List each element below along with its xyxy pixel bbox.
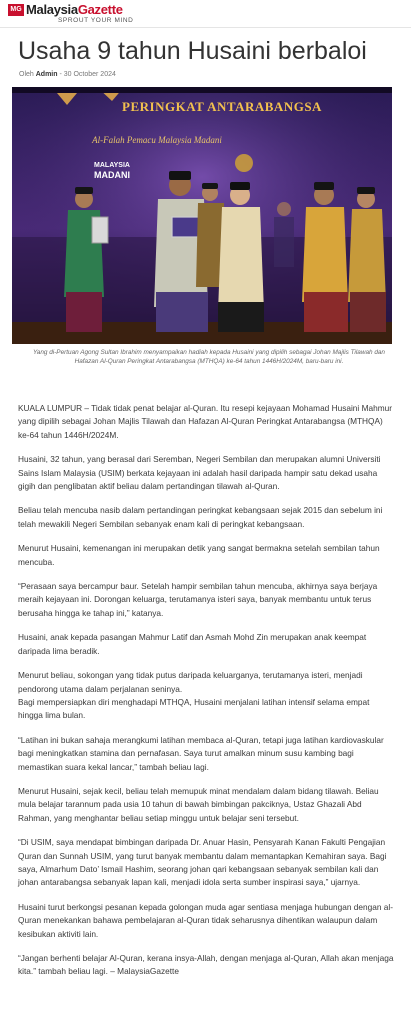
logo-name-malaysia: Malaysia: [26, 2, 78, 17]
article-body: [18, 402, 394, 990]
article-meta: [19, 70, 116, 79]
logo-name: [26, 3, 133, 17]
featured-image-scene: [12, 87, 392, 344]
emblem-icon: [235, 154, 253, 172]
banner-subtitle: Al-Falah Pemacu Malaysia Madani: [92, 135, 222, 145]
site-header: [0, 0, 411, 28]
article-paragraph: Husaini, 32 tahun, yang berasal dari Seremban, Negeri Sembilan dan merupakan alumni Universiti Sains Islam Malaysia (USIM) berkata kejayaan ini adalah hasil daripada hampir satu dekad usaha gigih dan penglibatan aktif beliau dalam pertandingan tilawah al-Quran.: [18, 454, 381, 492]
article-paragraph: “Latihan ini bukan sahaja merangkumi latihan membaca al-Quran, tetapi juga latihan kardiovaskular bagi meningkatkan stamina dan pernafasan. Saya turut amalkan minum susu kambing bagi memastikan suara kekal lancar,” tambah beliau lagi.: [18, 734, 384, 772]
article-paragraph: Husaini turut berkongsi pesanan kepada golongan muda agar sentiasa menjaga hubungan dengan al-Quran menekankan bahawa pembelajaran al-Quran tidak seharusnya dihentikan walaupun dalam kesibukan aktiviti lain.: [18, 901, 394, 939]
article-paragraph: “Jangan berhenti belajar Al-Quran, kerana insya-Allah, dengan menjaga al-Quran, Allah akan menjaga kita.” tambah beliau lagi. – MalaysiaGazette: [18, 953, 394, 977]
site-logo[interactable]: [8, 3, 133, 25]
article-paragraph: Menurut Husaini, kemenangan ini merupakan detik yang sangat bermakna setelah sembilan tahun mencuba.: [18, 543, 380, 567]
article-title: Usaha 9 tahun Husaini berbaloi: [18, 37, 367, 65]
madani-logo-line2: MADANI: [94, 170, 130, 180]
publish-date: - 30 October 2024: [57, 71, 116, 78]
article-paragraph: Husaini, anak kepada pasangan Mahmur Latif dan Asmah Mohd Zin merupakan anak keempat daripada lima beradik.: [18, 632, 367, 656]
article-paragraph: “Perasaan saya bercampur baur. Setelah hampir sembilan tahun mencuba, akhirnya saya berjaya meraih kejayaan ini. Dorongan keluarga, terutamanya isteri saya, banyak membantu untuk terus berusaha hingga ke tahap ini,” katanya.: [18, 581, 378, 618]
madani-logo-line1: MALAYSIA: [94, 162, 130, 169]
logo-wordmark: [26, 3, 133, 25]
article-paragraph: Menurut Husaini, sejak kecil, beliau telah memupuk minat mendalam dalam bidang tilawah. Beliau mula belajar tarannum pada usia 10 tahun di bawah bimbingan pakciknya, Ustaz Ghazali Abd Rahman, yang menghantar beliau setiap minggu untuk belajar seni tersebut.: [18, 785, 379, 823]
banner-text: PERINGKAT ANTARABANGSA: [122, 99, 322, 114]
featured-image: [12, 87, 392, 344]
article-paragraph: Beliau telah mencuba nasib dalam pertandingan peringkat kebangsaan sejak 2015 dan sebelum ini telah mewakili Negeri Sembilan sebanyak enam kali di peringkat kebangsaan.: [18, 505, 383, 529]
image-caption: Yang di-Pertuan Agong Sultan Ibrahim menyampaikan hadiah kepada Husaini yang dipilih sebagai Johan Majlis Tilawah dan Hafazan Al-Quran Peringkat Antarabangsa (MTHQA) ke-64 tahun 1446H/2024M, baru-baru ini.: [32, 349, 385, 365]
article-paragraph: KUALA LUMPUR – Tidak tidak penat belajar al-Quran. Itu resepi kejayaan Mohamad Husaini Mahmur yang dipilih sebagai Johan Majlis Tilawah dan Hafazan Al-Quran Peringkat Antarabangsa (MTHQA) ke-64 tahun 1446H/2024M.: [18, 403, 393, 440]
logo-mark-icon: MG: [8, 4, 24, 16]
author-link[interactable]: Admin: [35, 71, 58, 78]
logo-tagline: SPROUT YOUR MIND: [58, 17, 134, 24]
logo-name-gazette: Gazette: [77, 2, 123, 17]
article-paragraph: “Di USIM, saya mendapat bimbingan daripada Dr. Anuar Hasin, Pensyarah Kanan Fakulti Pengajian Quran dan Sunnah USIM, yang turut banyak membantu dalam memantapkan Kemahiran saya. Bagi saya, Almarhum Dato’ Ismail Hashim, seorang johan qari kebangsaan sebanyak sembilan kali dan johan antarabangsa sebanyak lapan kali, menjadi idola serta sumber inspirasi saya,” ujarnya.: [18, 837, 387, 888]
byline-prefix: Oleh: [19, 71, 36, 78]
article-paragraph: Menurut beliau, sokongan yang tidak putus daripada keluarganya, terutamanya isteri, menjadi pendorong utama dalam perjalanan seninya. Bagi mempersiapkan diri menghadapi MTHQA, Husaini menjalani latihan intensif selama empat hingga lima bulan.: [18, 670, 370, 721]
